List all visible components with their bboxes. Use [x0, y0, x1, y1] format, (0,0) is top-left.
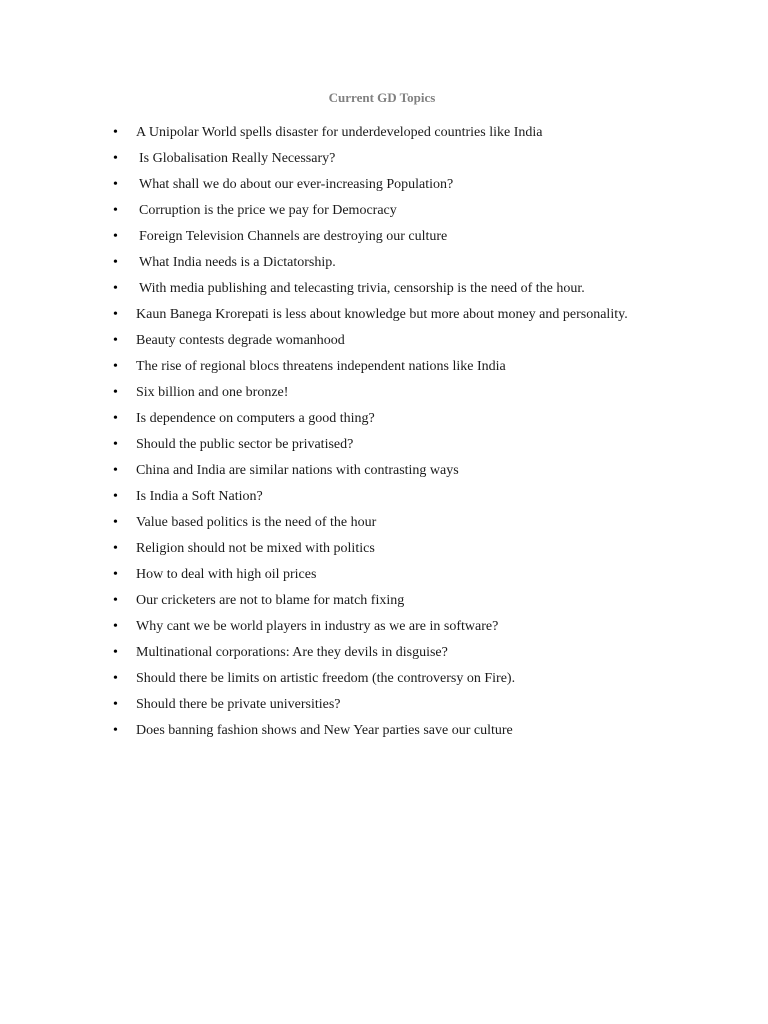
topic-text: Beauty contests degrade womanhood: [136, 333, 345, 348]
topic-text: Corruption is the price we pay for Democracy: [139, 203, 397, 218]
topic-text: Our cricketers are not to blame for match fixing: [136, 593, 405, 608]
bullet-icon: •: [113, 645, 118, 660]
bullet-icon: •: [113, 567, 118, 582]
topic-text: China and India are similar nations with contrasting ways: [136, 463, 459, 478]
bullet-icon: •: [113, 463, 118, 478]
bullet-icon: •: [113, 593, 118, 608]
bullet-icon: •: [113, 229, 118, 244]
topic-text: Religion should not be mixed with politics: [136, 541, 375, 556]
bullet-icon: •: [113, 671, 118, 686]
bullet-icon: •: [113, 723, 118, 738]
bullet-icon: •: [113, 203, 118, 218]
bullet-icon: •: [113, 697, 118, 712]
topic-text: A Unipolar World spells disaster for underdeveloped countries like India: [136, 125, 543, 140]
bullet-icon: •: [113, 151, 118, 166]
page-title: Current GD Topics: [328, 90, 436, 105]
topic-text: With media publishing and telecasting trivia, censorship is the need of the hour.: [139, 281, 585, 296]
topic-text: Should there be limits on artistic freedom (the controversy on Fire).: [136, 671, 516, 686]
bullet-icon: •: [113, 541, 118, 556]
topic-text: Should there be private universities?: [136, 697, 341, 712]
bullet-icon: •: [113, 125, 118, 140]
topic-text: Does banning fashion shows and New Year parties save our culture: [136, 723, 513, 738]
bullet-icon: •: [113, 281, 118, 296]
topic-text: What India needs is a Dictatorship.: [139, 255, 336, 270]
topic-text: Foreign Television Channels are destroying our culture: [139, 229, 448, 244]
bullet-icon: •: [113, 307, 118, 322]
topic-text: Is Globalisation Really Necessary?: [139, 151, 336, 166]
bullet-icon: •: [113, 437, 118, 452]
bullet-icon: •: [113, 359, 118, 374]
bullet-icon: •: [113, 385, 118, 400]
bullet-icon: •: [113, 177, 118, 192]
topic-text: Should the public sector be privatised?: [136, 437, 354, 452]
topic-text: Is India a Soft Nation?: [136, 489, 263, 504]
topic-text: Value based politics is the need of the hour: [136, 515, 377, 530]
bullet-icon: •: [113, 515, 118, 530]
topic-text: The rise of regional blocs threatens independent nations like India: [136, 359, 506, 374]
bullet-icon: •: [113, 619, 118, 634]
bullet-icon: •: [113, 333, 118, 348]
topic-text: Is dependence on computers a good thing?: [136, 411, 375, 426]
bullet-icon: •: [113, 255, 118, 270]
topic-text: What shall we do about our ever-increasing Population?: [139, 177, 454, 192]
topic-text: Multinational corporations: Are they devils in disguise?: [136, 645, 448, 660]
topic-text: How to deal with high oil prices: [136, 567, 317, 582]
topic-text: Kaun Banega Krorepati is less about knowledge but more about money and personality.: [136, 307, 628, 322]
bullet-icon: •: [113, 489, 118, 504]
topic-text: Why cant we be world players in industry as we are in software?: [136, 619, 499, 634]
topic-text: Six billion and one bronze!: [136, 385, 289, 400]
bullet-icon: •: [113, 411, 118, 426]
